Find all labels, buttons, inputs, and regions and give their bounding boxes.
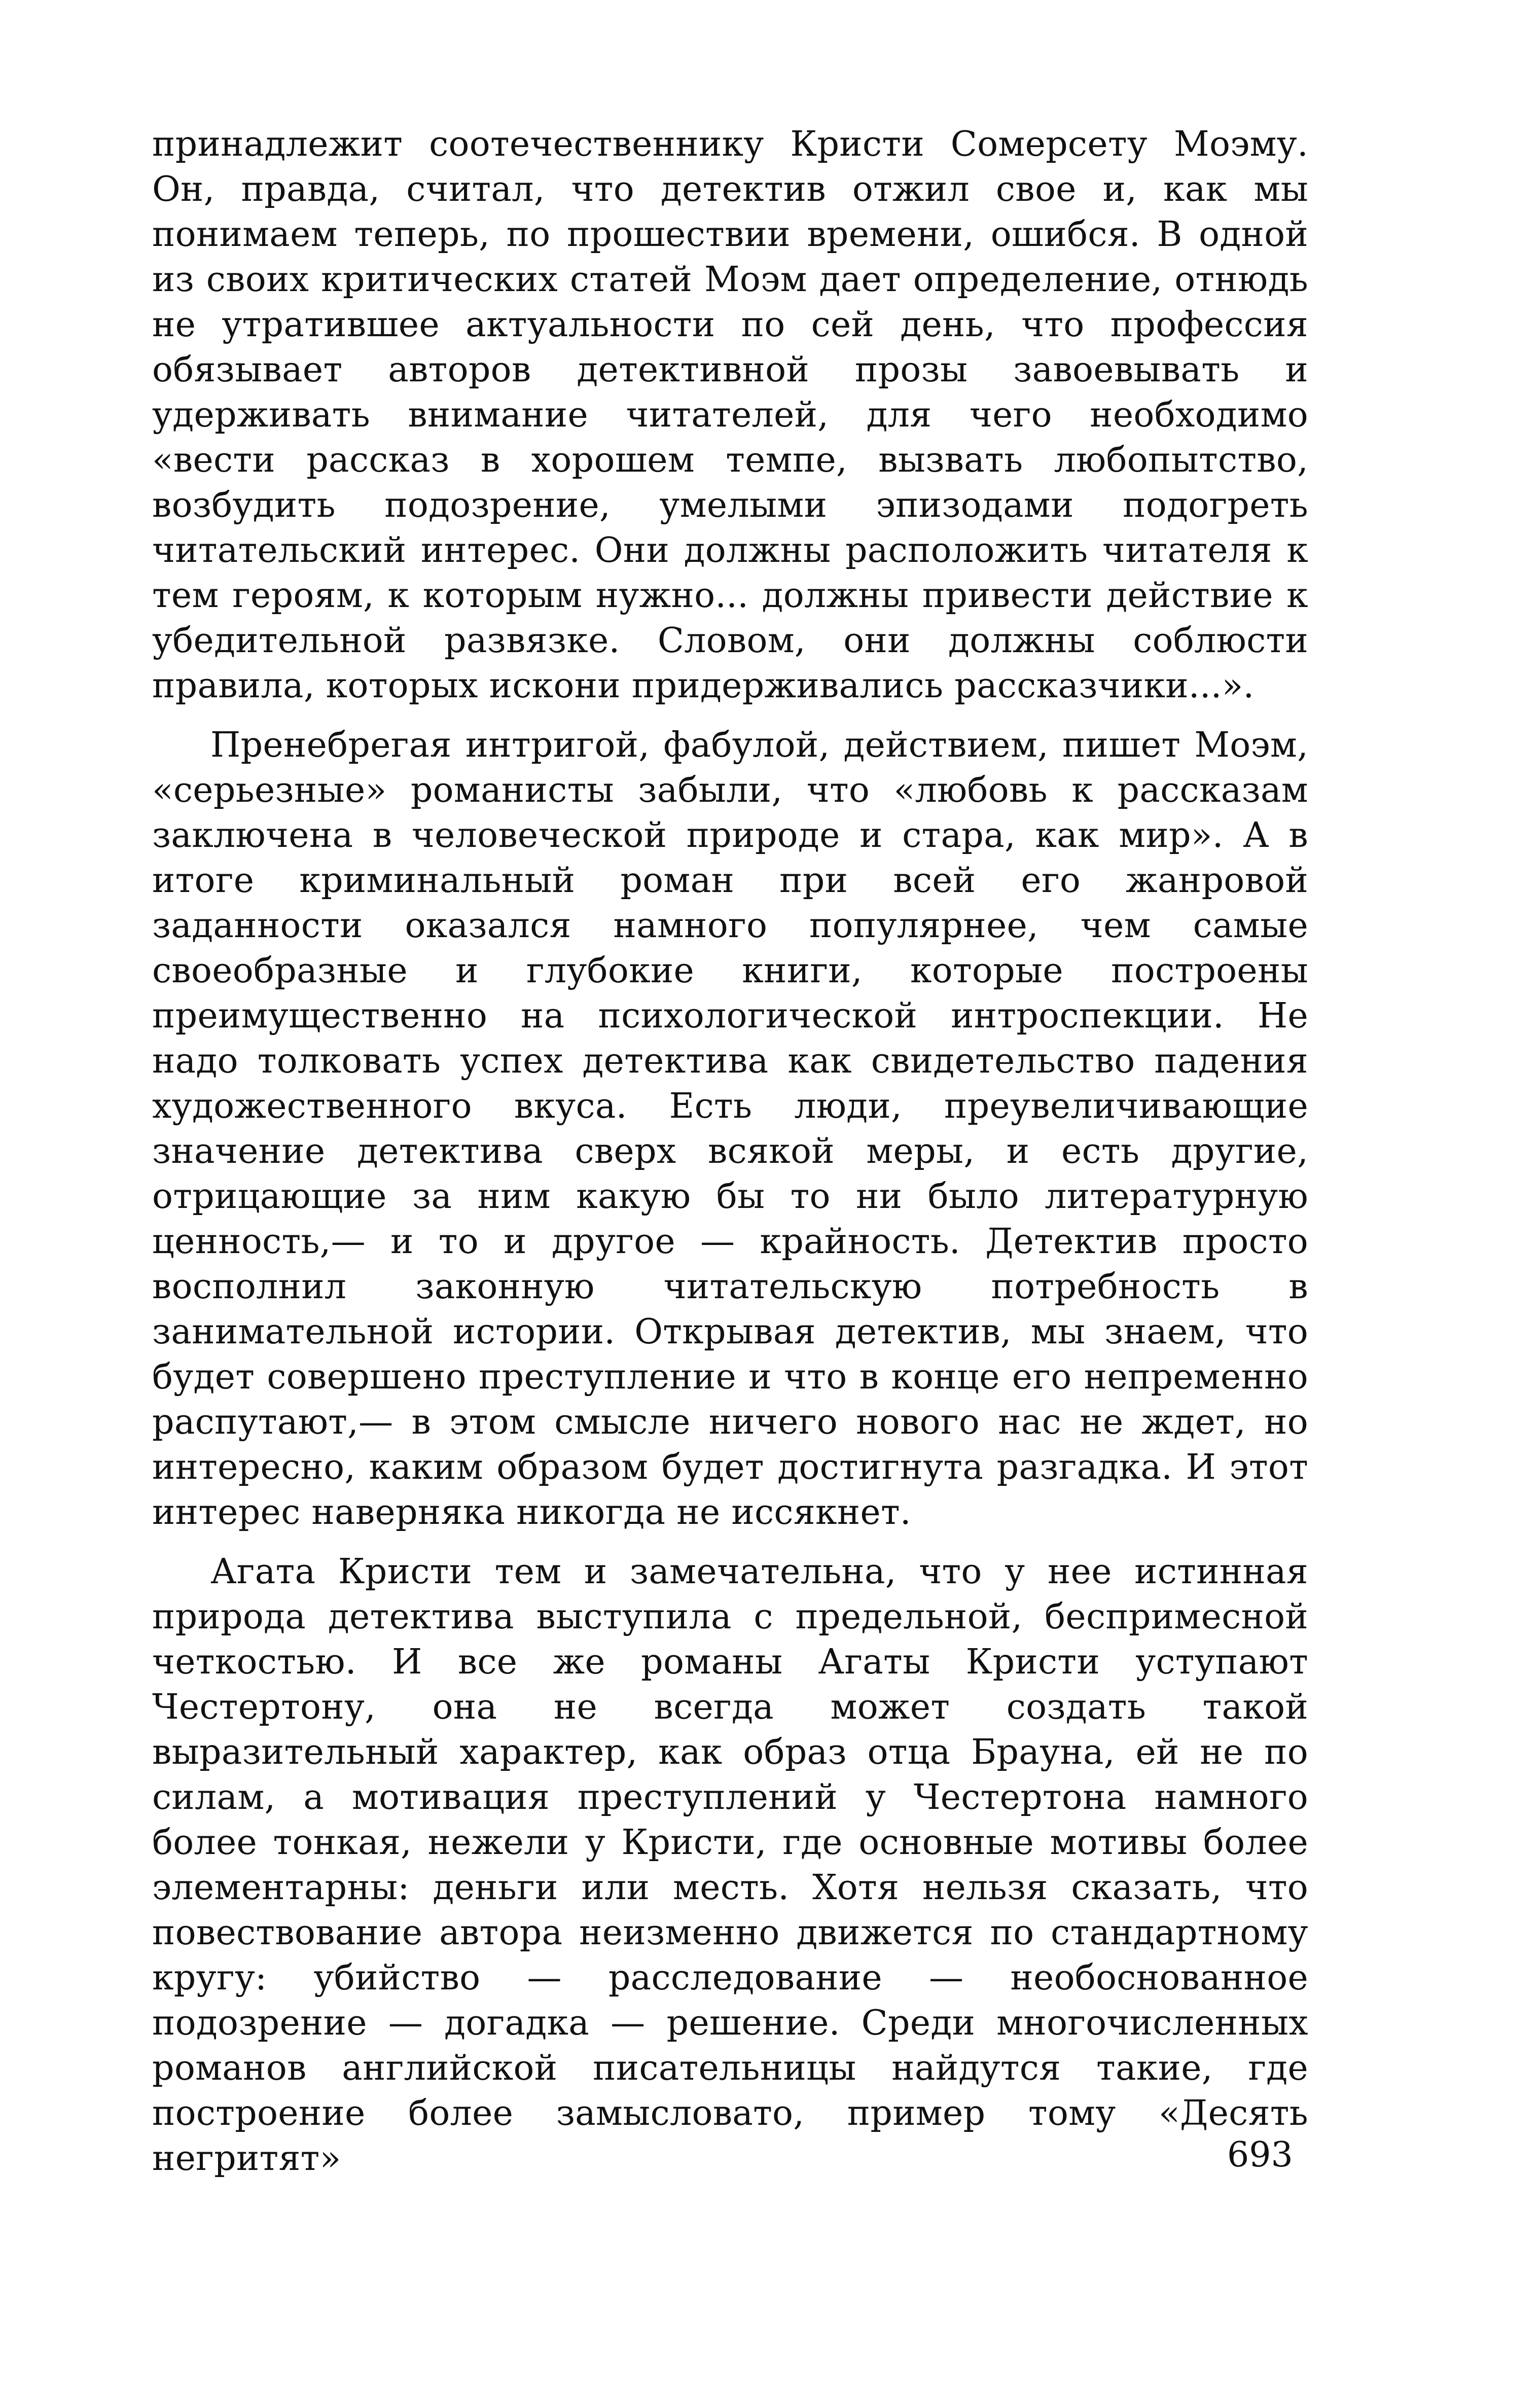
paragraph-2: Пренебрегая интригой, фабулой, действием, пишет Моэм, «серьезные» романисты забыли, что «любовь к рассказам заключена в человеческой природе и стара, как мир». А в итоге криминальный роман при всей его жанровой заданности оказался намного популярнее, чем самые своеобразные и глубокие книги, которые построены преимущественно на психологической интроспекции. Не надо толковать успех детектива как свидетельство падения художественного вкуса. Есть люди, преувеличивающие значение детектива сверх всякой меры, и есть другие, отрицающие за ним какую бы то ни было литературную ценность,— и то и другое — крайность. Детектив просто восполнил законную читательскую потребность в занимательной истории. Открывая детектив, мы знаем, что будет совершено преступление и что в конце его непременно распутают,— в этом смысле ничего нового нас не ждет, но интересно, каким образом будет достигнута разгадка. И этот интерес наверняка никогда не иссякнет.	[152, 725, 1308, 1532]
page-number: 693	[1227, 2135, 1293, 2175]
paragraph-1: принадлежит соотечественнику Кристи Сомерсету Моэму. Он, правда, считал, что детектив отжил свое и, как мы понимаем теперь, по прошествии времени, ошибся. В одной из своих критических статей Моэм дает определение, отнюдь не утратившее актуальности по сей день, что профессия обязывает авторов детективной прозы завоевывать и удерживать внимание читателей, для чего необходимо «вести рассказ в хорошем темпе, вызвать любопытство, возбудить подозрение, умелыми эпизодами подогреть читательский интерес. Они должны расположить читателя к тем героям, к которым нужно... должны привести действие к убедительной развязке. Словом, они должны соблюсти правила, которых искони придерживались рассказчики...».	[152, 124, 1308, 706]
paragraph-3: Агата Кристи тем и замечательна, что у нее истинная природа детектива выступила с предельной, беспримесной четкостью. И все же романы Агаты Кристи уступают Честертону, она не всегда может создать такой выразительный характер, как образ отца Брауна, ей не по силам, а мотивация преступлений у Честертона намного более тонкая, нежели у Кристи, где основные мотивы более элементарны: деньги или месть. Хотя нельзя сказать, что повествование автора неизменно движется по стандартному кругу: убийство — расследование — необоснованное подозрение — догадка — решение. Среди многочисленных романов английской писательницы найдутся такие, где построение более замысловато, пример тому «Десять негритят»	[152, 1552, 1308, 2179]
page-body	[152, 122, 1308, 2195]
